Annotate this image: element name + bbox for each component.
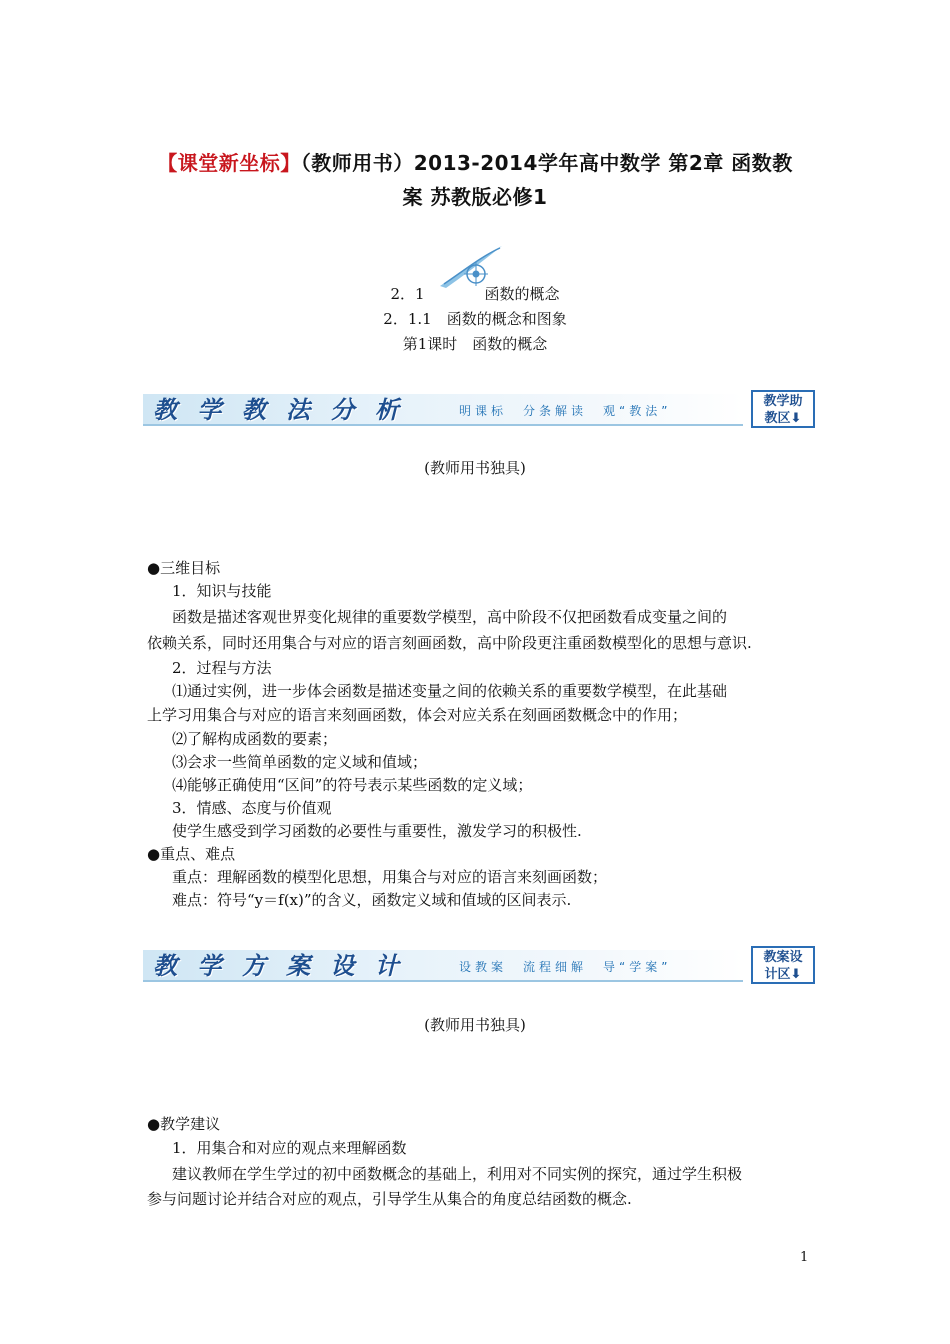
title-line-1-rest: （教师用书）2013-2014学年高中数学 第2章 函数教 <box>300 151 793 175</box>
goals-heading: ●三维目标 <box>147 559 221 577</box>
goal3-heading: 3．情感、态度与价值观 <box>172 799 332 817</box>
box-line-2: 计区⬇ <box>764 967 802 982</box>
goal2-heading: 2．过程与方法 <box>172 659 272 677</box>
title-line-2: 案 苏教版必修1 <box>402 185 548 209</box>
goal1-heading: 1．知识与技能 <box>172 582 272 600</box>
lesson-heading: 第1课时 函数的概念 <box>402 335 548 353</box>
goal1-text-b: 依赖关系，同时还用集合与对应的语言刻画函数，高中阶段更注重函数模型化的思想与意识. <box>147 634 752 652</box>
goal2-item1-a: ⑴通过实例，进一步体会函数是描述变量之间的依赖关系的重要数学模型，在此基础 <box>172 682 728 700</box>
subsection-heading: 2．1.1 函数的概念和图象 <box>383 310 567 328</box>
goal2-item4: ⑷能够正确使用“区间”的符号表示某些函数的定义域； <box>172 776 533 794</box>
banner-title: 教 学 教 法 分 析 <box>153 395 405 424</box>
goal1-text-a: 函数是描述客观世界变化规律的重要数学模型，高中阶段不仅把函数看成变量之间的 <box>172 608 728 626</box>
banner-corner-box <box>751 946 815 984</box>
section-heading: 2．1 函数的概念 <box>390 285 560 303</box>
key-heading: ●重点、难点 <box>147 845 236 863</box>
teacher-only-note: (教师用书独具) <box>424 459 526 477</box>
goal2-item1-b: 上学习用集合与对应的语言来刻画函数，体会对应关系在刻画函数概念中的作用； <box>147 706 688 724</box>
document-title <box>130 146 820 214</box>
box-line-1: 教学助 <box>763 394 803 409</box>
banner-title: 教 学 方 案 设 计 <box>153 951 405 980</box>
goal3-text: 使学生感受到学习函数的必要性与重要性，激发学习的积极性. <box>172 822 582 840</box>
page-number: 1 <box>800 1250 809 1265</box>
banner-subtitle: 明课标 分条解读 观“教法” <box>459 404 672 418</box>
banner-subtitle: 设教案 流程细解 导“学案” <box>459 960 672 974</box>
banner-corner-box <box>751 390 815 428</box>
goal2-item2: ⑵了解构成函数的要素； <box>172 730 338 748</box>
title-bracket: 【课堂新坐标】 <box>157 151 301 175</box>
box-line-1: 教案设 <box>763 950 803 965</box>
title-line-1 <box>130 146 820 180</box>
banner-teaching-plan <box>143 942 815 986</box>
key-point: 重点：理解函数的模型化思想，用集合与对应的语言来刻画函数； <box>172 868 608 886</box>
difficult-point: 难点：符号“y＝f(x)”的含义，函数定义域和值域的区间表示. <box>172 891 572 909</box>
banner-teaching-analysis <box>143 386 815 430</box>
teacher-only-note: (教师用书独具) <box>424 1016 526 1034</box>
goal2-item3: ⑶会求一些简单函数的定义域和值域； <box>172 753 428 771</box>
advice1-text-b: 参与问题讨论并结合对应的观点，引导学生从集合的角度总结函数的概念. <box>147 1190 632 1208</box>
advice1-heading: 1．用集合和对应的观点来理解函数 <box>172 1139 407 1157</box>
advice-heading: ●教学建议 <box>147 1115 221 1133</box>
box-line-2: 教区⬇ <box>764 411 802 426</box>
advice1-text-a: 建议教师在学生学过的初中函数概念的基础上，利用对不同实例的探究，通过学生积极 <box>172 1165 743 1183</box>
